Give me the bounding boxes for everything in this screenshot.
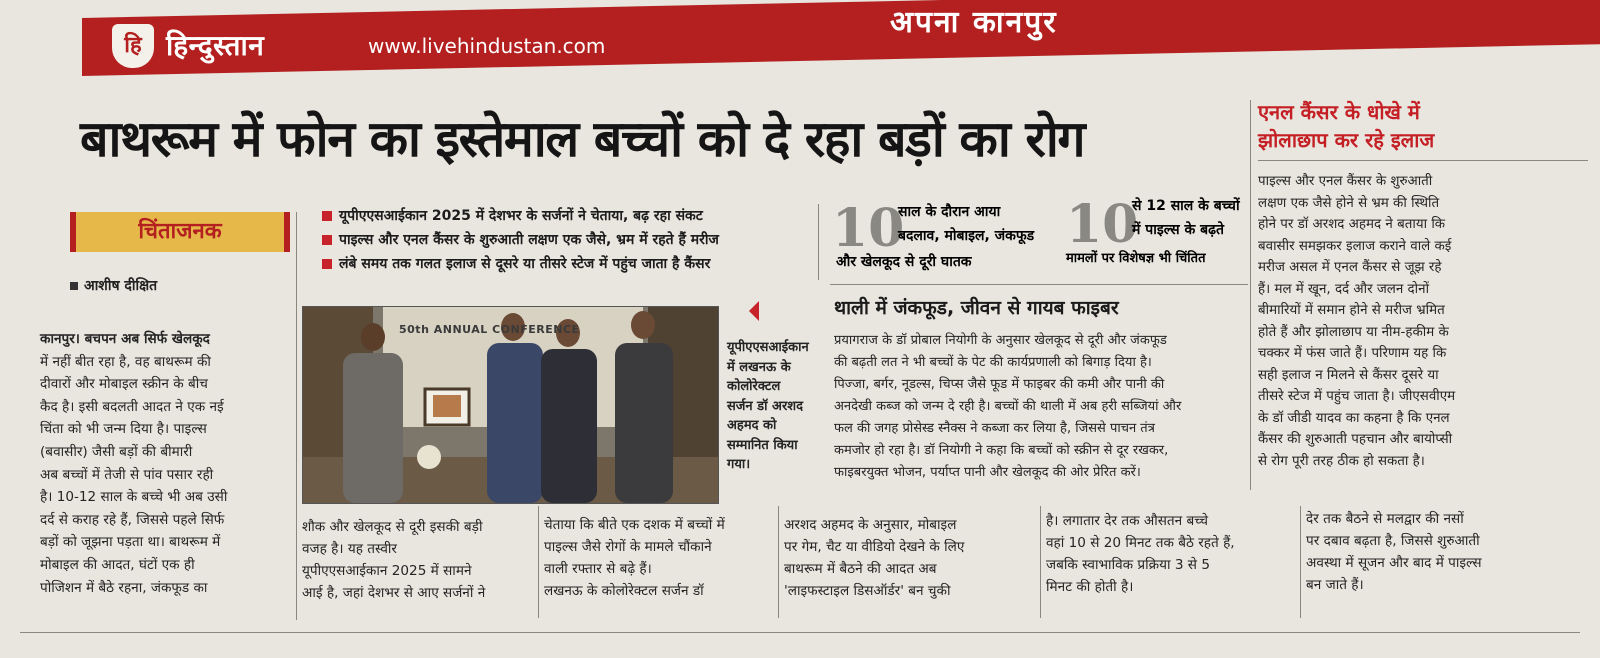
body-line: जबकि स्वाभाविक प्रक्रिया 3 से 5 (1046, 557, 1210, 573)
body-line: अब बच्चों में तेजी से पांव पसार रही (40, 466, 214, 483)
stat-box-1 (832, 198, 1057, 278)
body-line: वजह है। यह तस्वीर (302, 541, 397, 557)
brand-logo (112, 24, 154, 68)
caption-line: में लखनऊ के (727, 359, 791, 375)
byline-name: आशीष दीक्षित (84, 278, 158, 294)
body-line: वाली रफ्तार से बढ़े हैं। (544, 561, 652, 577)
highlight-item (322, 206, 802, 230)
right-story-line: लक्षण एक जैसे होने से भ्रम की स्थिति (1258, 195, 1440, 211)
body-line: 'लाइफस्टाइल डिसऑर्डर' बन चुकी (784, 583, 951, 599)
right-story-line: पाइल्स और एनल कैंसर के शुरुआती (1258, 174, 1433, 189)
right-story-line: चक्कर में फंस जाते हैं। परिणाम यह कि (1258, 346, 1447, 361)
body-line: (बवासीर) जैसी बड़ों की बीमारी (40, 443, 193, 460)
body-column-6 (1306, 508, 1576, 596)
sidebar-story-line: अनदेखी कब्ज को जन्म दे रही है। बच्चों की थाली में अब हरी सब्जियां और (834, 399, 1182, 414)
body-line: कानपुर। बचपन अब सिर्फ खेलकूद (40, 331, 210, 347)
brand-name: हिन्दुस्तान (166, 29, 265, 62)
right-story (1258, 98, 1588, 488)
body-line: वहां 10 से 20 मिनट तक बैठे रहते हैं, (1046, 535, 1235, 551)
caption-line: अहमद को (727, 418, 777, 433)
sidebar-story-title: थाली में जंकफूड, जीवन से गायब फाइबर (834, 297, 1119, 319)
photo-caption-arrow (749, 301, 759, 321)
sidebar-top-rule (830, 284, 1248, 285)
column-divider (538, 506, 539, 618)
caption-line: यूपीएएसआईकान (727, 340, 809, 355)
kicker-text: चिंताजनक (138, 219, 222, 244)
sidebar-story-line: की बढ़ती लत ने भी बच्चों के पेट की कार्यप्रणाली को बिगाड़ दिया है। (834, 355, 1152, 370)
body-line: बन जाते हैं। (1306, 577, 1364, 593)
event-photo (302, 306, 719, 504)
column-divider (1300, 506, 1301, 618)
stat-text-line: में पाइल्स के बढ़ते (1132, 222, 1224, 238)
highlight-text: यूपीएएसआईकान 2025 में देशभर के सर्जनों ने चेताया, बढ़ रहा संकट (339, 208, 703, 224)
body-line: अवस्था में सूजन और बाद में पाइल्स (1306, 555, 1482, 571)
body-line: लखनऊ के कोलोरेक्टल सर्जन डॉ (544, 583, 704, 599)
bullet-square (322, 211, 332, 221)
right-story-line: हैं। मल में खून, दर्द और जलन दोनों (1258, 281, 1430, 297)
column-divider (1040, 506, 1041, 618)
body-line: आई है, जहां देशभर से आए सर्जनों ने (302, 585, 486, 601)
sidebar-story-body (834, 330, 1244, 484)
body-line: पर दबाव बढ़ता है, जिससे शुरुआती (1306, 533, 1480, 549)
right-story-line: बीमारियों में समान होने से मरीज भ्रमित (1258, 303, 1445, 318)
body-line: शौक और खेलकूद से दूरी इसकी बड़ी (302, 519, 483, 535)
body-line: चिंता को भी जन्म दिया है। पाइल्स (40, 421, 207, 438)
body-line: कैद है। इसी बदलती आदत ने एक नई (40, 398, 224, 415)
stat-text-line: साल के दौरान आया (898, 204, 1001, 220)
body-column-4 (784, 514, 1036, 602)
highlights-list (322, 206, 802, 278)
body-line: देर तक बैठने से मलद्वार की नसों (1306, 511, 1464, 527)
bullet-square (322, 259, 332, 269)
photo-banner-text: 50th ANNUAL CONFERENCE (399, 323, 580, 336)
body-column-5 (1046, 510, 1298, 598)
body-column-2 (302, 516, 534, 604)
right-story-line: सही इलाज न मिलने से कैंसर दूसरे या (1258, 367, 1439, 383)
body-line: यूपीएएसआईकान 2025 में सामने (302, 563, 472, 579)
body-line: पाइल्स जैसे रोगों के मामले चौंकाने (544, 539, 712, 555)
body-line: पोजिशन में बैठे रहना, जंकफूड का (40, 579, 208, 596)
stat-number: 10 (1066, 194, 1139, 255)
body-line: दर्द से कराह रहे हैं, जिससे पहले सिर्फ (40, 511, 225, 528)
stat-box-2 (1066, 194, 1250, 278)
body-line: बाथरूम में बैठने की आदत अब (784, 561, 937, 577)
edition-name: अपना कानपुर (890, 5, 1058, 40)
body-line: है। 10-12 साल के बच्चे भी अब उसी (40, 489, 228, 506)
stat-text-line: मामलों पर विशेषज्ञ भी चिंतित (1066, 251, 1206, 266)
right-story-divider (1250, 100, 1251, 490)
byline-square (70, 282, 78, 290)
stat-number: 10 (832, 198, 905, 259)
stat-text-line: और खेलकूद से दूरी घातक (836, 254, 972, 270)
right-story-line: मरीज असल में एनल कैंसर से जूझ रहे (1258, 260, 1442, 275)
body-column-3 (544, 514, 776, 602)
highlight-text: पाइल्स और एनल कैंसर के शुरुआती लक्षण एक जैसे, भ्रम में रहते हैं मरीज (339, 232, 719, 248)
site-url: www.livehindustan.com (368, 34, 606, 58)
body-line: बड़ों को जूझना पड़ता था। बाथरूम में (40, 534, 221, 551)
stat-text-line: से 12 साल के बच्चों (1132, 198, 1240, 214)
right-story-line: तीसरे स्टेज में पहुंच जाता है। जीएसवीएम (1258, 389, 1456, 404)
right-story-title-line-2: झोलाछाप कर रहे इलाज (1258, 126, 1588, 161)
masthead-bar (82, 0, 1600, 76)
body-line: में नहीं बीत रहा है, वह बाथरूम की (40, 353, 211, 370)
sidebar-story-line: पिज्जा, बर्गर, नूडल्स, चिप्स जैसे फूड में फाइबर की कमी और पानी की (834, 377, 1165, 392)
right-story-line: होने पर डॉ अरशद अहमद ने बताया कि (1258, 217, 1446, 232)
caption-line: कोलोरेक्टल (727, 379, 781, 394)
right-story-line: के डॉ जीडी यादव का कहना है कि एनल (1258, 410, 1450, 426)
body-line: दीवारों और मोबाइल स्क्रीन के बीच (40, 376, 208, 393)
body-line: मोबाइल की आदत, घंटों एक ही (40, 556, 195, 573)
sidebar-story-line: फाइबरयुक्त भोजन, पर्याप्त पानी और खेलकूद की ओर प्रेरित करें। (834, 465, 1141, 480)
body-line: अरशद अहमद के अनुसार, मोबाइल (784, 517, 957, 533)
right-story-line: बवासीर समझकर इलाज कराने वाले कई (1258, 238, 1452, 254)
body-column-1 (40, 328, 290, 599)
body-line: मिनट की होती है। (1046, 579, 1134, 595)
sidebar-story-line: कमजोर हो रहा है। डॉ नियोगी ने कहा कि बच्चों को स्क्रीन से दूर रखकर, (834, 443, 1169, 458)
right-story-line: से रोग पूरी तरह ठीक हो सकता है। (1258, 453, 1425, 469)
bullet-square (322, 235, 332, 245)
right-story-title-line-1: एनल कैंसर के धोखे में (1258, 100, 1420, 124)
main-headline: बाथरूम में फोन का इस्तेमाल बच्चों को दे रहा बड़ों का रोग (80, 110, 1085, 168)
byline (70, 276, 157, 295)
photo-illustration (303, 307, 718, 503)
sidebar-story-line: फल की जगह प्रोसेस्ड स्नैक्स ने कब्जा कर लिया है, जिससे पाचन तंत्र (834, 421, 1155, 436)
highlights-divider (818, 204, 819, 280)
body-line: चेताया कि बीते एक दशक में बच्चों में (544, 517, 725, 533)
highlight-item (322, 254, 802, 278)
caption-line: सम्मानित किया (727, 437, 798, 453)
body-line: पर गेम, चैट या वीडियो देखने के लिए (784, 539, 965, 555)
photo-caption (727, 338, 827, 475)
sidebar-story-line: प्रयागराज के डॉ प्रोबाल नियोगी के अनुसार खेलकूद से दूरी और जंकफूड (834, 333, 1167, 348)
caption-line: गया। (727, 457, 751, 472)
bottom-rule (20, 632, 1580, 633)
right-story-line: होते हैं और झोलाछाप या नीम-हकीम के (1258, 324, 1449, 340)
right-story-line: कैंसर की शुरुआती पहचान और बायोप्सी (1258, 432, 1453, 447)
brand-logo-glyph: हि (124, 33, 142, 58)
kicker-tag (70, 212, 290, 252)
highlight-item (322, 230, 802, 254)
right-story-body (1258, 171, 1588, 472)
column-divider (296, 212, 297, 620)
column-divider (778, 506, 779, 618)
highlight-text: लंबे समय तक गलत इलाज से दूसरे या तीसरे स्टेज में पहुंच जाता है कैंसर (339, 256, 711, 272)
caption-line: सर्जन डॉ अरशद (727, 398, 804, 414)
body-line: है। लगातार देर तक औसतन बच्चे (1046, 513, 1209, 529)
stat-text-line: बदलाव, मोबाइल, जंकफूड (898, 228, 1035, 244)
